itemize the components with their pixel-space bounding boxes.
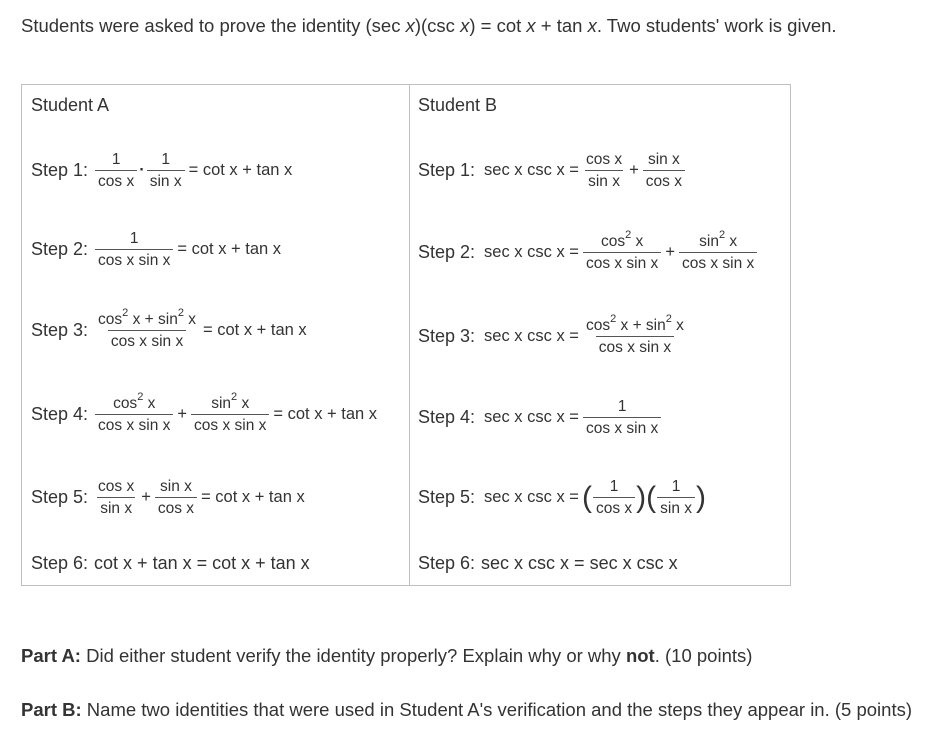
students-work-table [21,84,791,586]
student-a-step-2: Step 2: $\frac{1}{\text{cos x sin x}}$ = cot x + tan x [31,230,282,269]
student-b-step-4: Step 4: sec x csc x = $\frac{1}{\text{cos x sin x}}$ [418,398,662,437]
student-a-step-4: Step 4: $\frac{\cos^2 x}{\text{cos x sin x}}$ + $\frac{\sin^2 x}{\text{cos x sin x}}$ = cot x + tan x [31,390,378,434]
student-a-step-6: Step 6: cot x + tan x = cot x + tan x [31,553,310,573]
student-a-step-5: Step 5: $\frac{\text{cos x}}{\text{sin x}}$ + $\frac{\text{sin x}}{\text{cos x}}$ = cot x + tan x [31,478,305,517]
student-a-step-3: Step 3: $\frac{\cos^2 x + \sin^2 x}{\text{cos x sin x}}$ = cot x + tan x [31,306,307,350]
fraction: $\frac{\text{sin x}}{\text{cos x}}$ [643,151,685,190]
part-b-question: Part B: Name two identities that were used in Student A's verification and the steps they appear in. (5 points) [21,699,912,720]
fraction: $\frac{\text{sin x}}{\text{cos x}}$ [155,478,197,517]
fraction: $\frac{\text{cos x}}{\text{sin x}}$ [98,478,135,517]
fraction: $\frac{\cos^2 x}{\text{cos x sin x}}$ [95,395,173,434]
student-b-step-2: Step 2: sec x csc x = $\frac{\cos^2 x}{\text{cos x sin x}}$ + $\frac{\sin^2 x}{\text{cos x sin x}}$ [418,233,758,272]
problem-statement: Students were asked to prove the identity (sec x)(csc x) = cot x + tan x. Two students' work is given. [21,15,837,36]
fraction: $\frac{1}{\text{cos x}}$ [593,478,635,517]
fraction: $\frac{\text{cos x}}{\text{sin x}}$ [585,151,623,190]
student-b-step-1: Step 1: sec x csc x = $\frac{\text{cos x}}{\text{sin x}}$ + $\frac{\text{sin x}}{\text{cos x}}$ [418,151,686,190]
fraction: $\frac{\cos^2 x + \sin^2 x}{\text{cos x sin x}}$ [98,306,197,350]
student-b-step-6: Step 6: sec x csc x = sec x csc x [418,553,678,573]
student-b-header: Student B [418,95,498,115]
student-a-step-1: Step 1: $\frac{1}{\text{cos x}}$ · $\frac{1}{\text{sin x}}$ = cot x + tan x [31,151,293,190]
fraction: $\frac{1}{\text{sin x}}$ [147,151,185,190]
student-a-header: Student A [31,95,110,115]
fraction: $\frac{\cos^2 x + \sin^2 x}{\text{cos x sin x}}$ [585,312,684,356]
student-b-step-3: Step 3: sec x csc x = $\frac{\cos^2 x + \sin^2 x}{\text{cos x sin x}}$ [418,317,688,356]
fraction: $\frac{1}{\text{cos x sin x}}$ [95,230,173,269]
fraction: $\frac{1}{\text{sin x}}$ [657,478,695,517]
fraction: $\frac{\cos^2 x}{\text{cos x sin x}}$ [583,233,661,272]
fraction: $\frac{\sin^2 x}{\text{cos x sin x}}$ [191,395,269,434]
part-a-question: Part A: Did either student verify the identity properly? Explain why or why not. (10 points) [21,645,753,666]
column-divider [409,85,410,585]
student-b-step-5: Step 5: sec x csc x = ( $\frac{1}{\text{cos x}}$ ) ( $\frac{1}{\text{sin x}}$ ) [418,478,707,517]
fraction: $\frac{\sin^2 x}{\text{cos x sin x}}$ [679,233,757,272]
fraction: $\frac{1}{\text{cos x sin x}}$ [583,398,661,437]
fraction: $\frac{1}{\text{cos x}}$ [95,151,137,190]
